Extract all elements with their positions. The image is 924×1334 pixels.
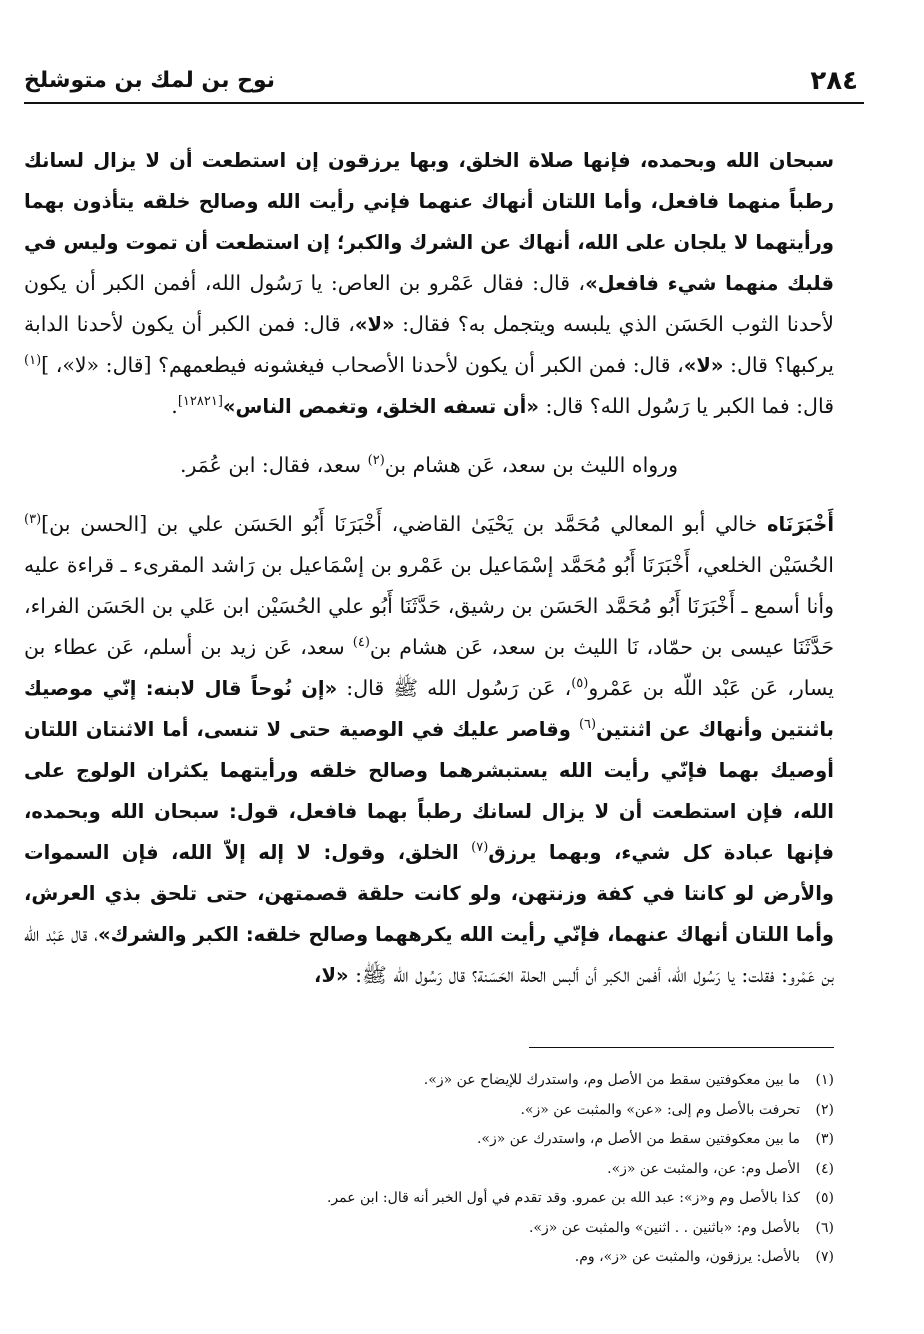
- narration-text: ، قال: فمن الكبر أن يكون لأحدنا الدابة يركبها؟ قال:: [24, 312, 834, 377]
- narration-text: ، قال: فقال عَمْرو بن العاص: يا رَسُول الله، أفمن الكبر أن يكون لأحدنا الثوب الحَسَن الذي يلبسه ويتجمل به؟ فقال:: [24, 271, 834, 336]
- hadith-reference-number: [١٢٨٢١]: [177, 394, 223, 410]
- footnote-text: تحرفت بالأصل وم إلى: «عن» والمثبت عن «ز».: [520, 1101, 800, 1118]
- footnote-text: ما بين معكوفتين سقط من الأصل م، واستدرك عن «ز».: [476, 1131, 800, 1147]
- main-text: [24, 140, 834, 996]
- footnote-item: [24, 1066, 834, 1096]
- footnote-number: (٢): [815, 1101, 834, 1118]
- footnote-number: (٣): [815, 1131, 834, 1147]
- narration-text: قال: فما الكبر يا رَسُول الله؟ قال:: [538, 394, 834, 418]
- footnote-item: [24, 1096, 834, 1126]
- isnad-text: الحُسَيْن الخلعي، أَخْبَرَنَا أَبُو مُحَمَّد إسْمَاعيل بن عَمْرو بن إسْمَاعيل بن رَاشد المقرىء ـ قراءة عليه وأنا أسمع ـ أَخْبَرَنَا أَبُو مُحَمَّد الحَسَن بن رشيق، حَدَّثَنَا أَبُو علي الحُسَيْن ابن عَلي بن الحَسَن الفراء، حَدَّثَنَا عيسى بن حمّاد، نَا الليث بن سعد، عَن هشام بن: [24, 553, 834, 659]
- hadith-answer: «لا»: [683, 354, 724, 377]
- footnote-item: [24, 1184, 834, 1214]
- page-number: ٢٨٤: [810, 66, 858, 96]
- footnote-text: الأصل وم: عن، والمثبت عن «ز».: [607, 1160, 800, 1177]
- isnad-text: ، عَن رَسُول الله ﷺ قال:: [337, 676, 572, 700]
- hadith-text: الخلق، وقول: لا إله إلاّ الله، فإن السموات والأرض لو كانتا في كفة وزنتهن، ولو كانت حلقة قصمتهن، حتى تلحق بذي العرش، وأما اللتان أنهاك عنهما، فإنّي رأيت الله يكرههما وصالح خلقه: الكبر والشرك»: [24, 841, 835, 946]
- narration-text: ورواه الليث بن سعد، عَن هشام بن: [384, 453, 678, 477]
- footnote-number: (٥): [815, 1190, 834, 1206]
- paragraph-2: [24, 445, 834, 486]
- narration-text: ، قال: فمن الكبر أن يكون لأحدنا الأصحاب فيغشونه فيطعمهم؟ [قال: «لا»، ]: [41, 353, 684, 377]
- footnote-item: [24, 1125, 834, 1155]
- footnote-item: [24, 1214, 834, 1244]
- footnote-marker: (٢): [367, 453, 385, 469]
- narration-text: سعد، فقال: ابن عُمَر.: [179, 453, 368, 477]
- chain-opening: أَخْبَرَنَاه: [767, 513, 834, 536]
- running-title: نوح بن لمك بن متوشلخ: [24, 68, 276, 93]
- paragraph-3: [24, 504, 834, 996]
- footnote-marker: (٧): [471, 840, 489, 856]
- footnote-item: [24, 1155, 834, 1185]
- footnote-text: بالأصل وم: «باثنين . . اثنين» والمثبت عن «ز».: [528, 1219, 800, 1236]
- isnad-text: سعد، عَن زيد بن أسلم، عَن عطاء بن يسار، عَن عَبْد اللّه بن عَمْرو: [24, 635, 834, 700]
- isnad-text: خالي أبو المعالي مُحَمَّد بن يَحْيَىٰ القاضي، أَخْبَرَنَا أَبُو الحَسَن علي بن [الحسن بن]: [41, 512, 768, 536]
- footnotes: [24, 1066, 834, 1273]
- hadith-text: «إن نُوحاً قال لابنه: إنّي موصيك باثنتين وأنهاك عن اثنتين: [24, 677, 834, 741]
- footnote-text: كذا بالأصل وم و«ز»: عبد الله بن عمرو. وقد تقدم في أول الخبر أنه قال: ابن عمر.: [326, 1190, 800, 1206]
- page-header: [24, 58, 864, 104]
- footnote-marker: (٤): [352, 635, 370, 651]
- footnote-text: ما بين معكوفتين سقط من الأصل وم، واستدرك للإيضاح عن «ز».: [423, 1072, 800, 1088]
- footnote-divider: [529, 1047, 834, 1048]
- footnote-marker: (٦): [578, 717, 597, 733]
- narration-text: ، قال عَبْد اللّه بن عَمْرو: فقلت: يا رَسُول الله، أفمن الكبر أن ألبس الحلة الحَسَنة؟ قال رَسُول الله ﷺ:: [24, 922, 834, 987]
- footnote-number: (١): [815, 1072, 834, 1088]
- footnote-marker: (٣): [24, 512, 42, 528]
- footnote-number: (٤): [815, 1160, 834, 1177]
- paragraph-1: [24, 140, 834, 427]
- footnote-marker: (١): [24, 353, 42, 369]
- narration-text: .: [171, 394, 178, 418]
- footnote-number: (٧): [815, 1249, 834, 1265]
- hadith-answer: «أن تسفه الخلق، وتغمص الناس»: [222, 395, 539, 418]
- hadith-text: وقاصر عليك في الوصية حتى لا تنسى، أما الاثنتان اللتان أوصيك بهما فإنّي رأيت الله يستبشرهما وصالح خلقه ورأيتهما يكثران الولوج على الله، فإن استطعت أن لا يزال لسانك رطباً بهما فافعل، قول: سبحان الله وبحمده، فإنها عبادة كل شيء، وبهما يرزق: [24, 718, 834, 864]
- footnote-number: (٦): [815, 1219, 834, 1236]
- hadith-answer: «لا»: [354, 313, 395, 336]
- hadith-text: سبحان الله وبحمده، فإنها صلاة الخلق، وبها يرزقون إن استطعت أن لا يزال لسانك رطباً منهما فافعل، وأما اللتان أنهاك عنهما فإني رأيت الله وصالح خلقه يتأذون بهما ورأيتهما لا يلجان على الله، أنهاك عن الشرك والكبر؛ إن استطعت أن تموت وليس في قلبك منهما شيء فافعل»: [24, 149, 834, 295]
- footnote-text: بالأصل: يرزقون، والمثبت عن «ز»، وم.: [574, 1249, 800, 1265]
- footnote-marker: (٥): [571, 676, 589, 692]
- hadith-answer: «لا،: [314, 964, 349, 987]
- footnote-item: [24, 1243, 834, 1273]
